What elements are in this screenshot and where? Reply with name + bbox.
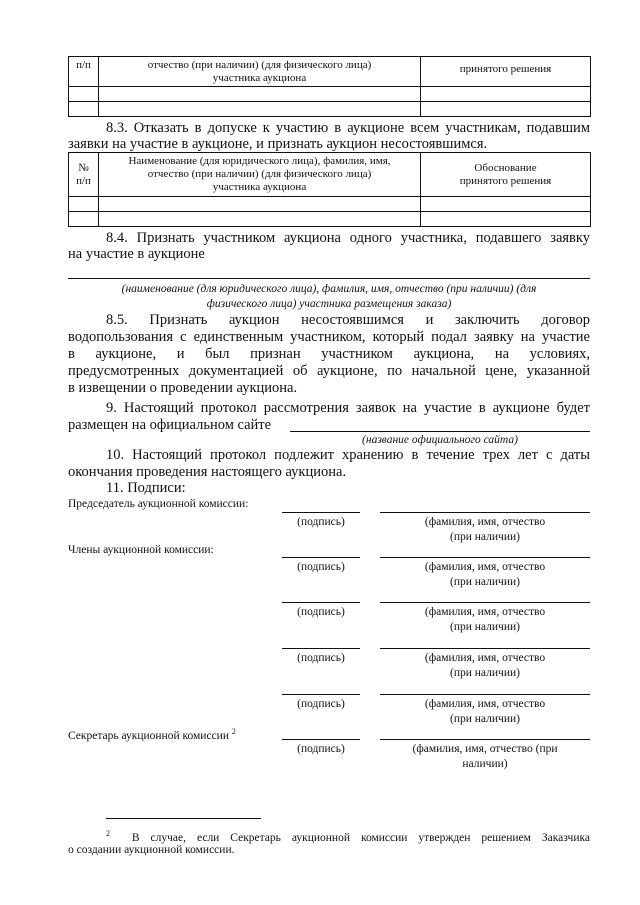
footnote-separator [106, 818, 261, 819]
item-8-3-line2: заявки на участие в аукционе, и признать аукцион несостоявшимся. [68, 136, 488, 152]
item-10-line2: окончания проведения настоящего аукциона. [68, 464, 347, 480]
fio-line [380, 694, 590, 695]
signature-caption: (подпись) [297, 652, 345, 664]
signature-caption: (подпись) [297, 516, 345, 528]
item-8-5-line1: 8.5. Признать аукцион несостоявшимся и заключить договор [106, 312, 590, 328]
fio-caption: (фамилия, имя, отчество (при наличии) [412, 743, 558, 770]
header-name: отчество (при наличии) (для физического лица) участника аукциона [99, 57, 421, 87]
signature-line [282, 694, 360, 695]
item-9-line2: размещен на официальном сайте [68, 417, 272, 433]
applicants-table-2 [68, 152, 591, 227]
table-row [69, 212, 591, 227]
fio-line [380, 602, 590, 603]
table-row [69, 87, 591, 102]
footnote-line2: о создании аукционной комиссии. [68, 844, 235, 856]
item-8-3-line1: 8.3. Отказать в допуске к участию в аукционе всем участникам, подавшим [106, 120, 590, 136]
signature-line [282, 602, 360, 603]
signature-caption: (подпись) [297, 606, 345, 618]
fio-line [380, 557, 590, 558]
signature-caption: (подпись) [297, 561, 345, 573]
table-header-row [69, 57, 591, 87]
header-name: Наименование (для юридического лица), фамилия, имя, отчество (при наличии) (для физического лица) участника аукциона [99, 153, 421, 197]
signature-line [282, 512, 360, 513]
header-reason: Обоснование принятого решения [421, 153, 591, 197]
fio-caption: (фамилия, имя, отчество (при наличии) [424, 606, 546, 633]
fio-caption: (фамилия, имя, отчество (при наличии) [424, 561, 546, 588]
item-8-5-line3: в аукционе, и был признан участником аукциона, на условиях, [68, 346, 590, 362]
item-11-title: 11. Подписи: [106, 480, 186, 496]
secretary-label: Секретарь аукционной комиссии $^2$ [68, 727, 236, 742]
signature-line [282, 739, 360, 740]
fio-caption: (фамилия, имя, отчество (при наличии) [424, 516, 546, 543]
footnote-line1: $^2$ В случае, если Секретарь аукционной комиссии утвержден решением Заказчика [106, 829, 590, 844]
signature-line [282, 557, 360, 558]
item-10-line1: 10. Настоящий протокол подлежит хранению в течение трех лет с даты [106, 447, 590, 463]
header-num: п/п [69, 57, 99, 87]
table-row [69, 102, 591, 117]
fio-line [380, 739, 590, 740]
header-reason: принятого решения [421, 57, 591, 87]
signature-caption: (подпись) [297, 743, 345, 755]
applicants-table-1 [68, 56, 591, 117]
header-num: № п/п [69, 153, 99, 197]
fio-line [380, 512, 590, 513]
fio-line [380, 648, 590, 649]
participant-name-line [68, 278, 590, 279]
item-9-line1: 9. Настоящий протокол рассмотрения заявок на участие в аукционе будет [106, 400, 590, 416]
table-row [69, 197, 591, 212]
item-8-5-line4: предусмотренных документацией об аукционе, по начальной цене, указанной [68, 363, 590, 379]
item-8-4-line1: 8.4. Признать участником аукциона одного участника, подавшего заявку [106, 230, 590, 246]
table-header-row [69, 153, 591, 197]
chairman-label: Председатель аукционной комиссии: [68, 498, 249, 510]
signature-caption: (подпись) [297, 698, 345, 710]
fio-caption: (фамилия, имя, отчество (при наличии) [424, 652, 546, 679]
signature-line [282, 648, 360, 649]
item-8-4-line2: на участие в аукционе [68, 246, 205, 262]
item-8-5-line5: в извещении о проведении аукциона. [68, 380, 298, 396]
fio-caption: (фамилия, имя, отчество (при наличии) [424, 698, 546, 725]
item-9-note: (название официального сайта) [362, 434, 518, 446]
item-8-4-note-line1: (наименование (для юридического лица), фамилия, имя, отчество (при наличии) (для [121, 283, 537, 295]
website-name-line [290, 431, 590, 432]
item-8-4-note-line2: физического лица) участника размещения заказа) [206, 298, 452, 310]
members-label: Члены аукционной комиссии: [68, 544, 214, 556]
item-8-5-line2: водопользования с единственным участником, который подал заявку на участие [68, 329, 590, 345]
